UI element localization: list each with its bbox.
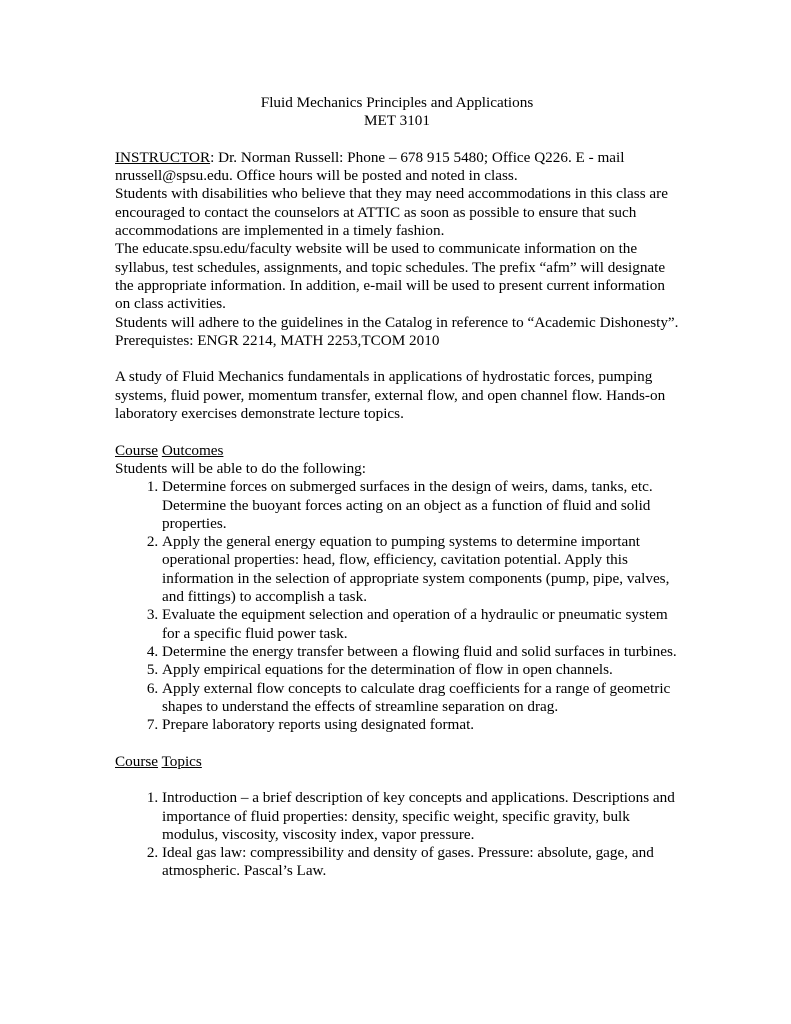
document-title: Fluid Mechanics Principles and Applications [260,94,534,111]
spacer [115,350,679,368]
list-item: 1. Introduction – a brief description of key concepts and applications. Descriptions and importance of fluid properties: density, specific weight, specific gravity, bulk modulus, viscosity, viscosity index, vapor pressure. [162,789,679,844]
outcomes-list [115,478,679,734]
list-item: 3. Evaluate the equipment selection and operation of a hydraulic or pneumatic system for a specific fluid power task. [162,606,679,643]
spacer [115,771,679,789]
spacer [115,423,679,441]
instructor-paragraph [115,149,679,186]
disabilities-paragraph: Students with disabilities who believe that they may need accommodations in this class are encouraged to contact the counselors at ATTIC as soon as possible to ensure that such accommodations are implemented in a timely fashion. [115,185,668,240]
topics-list [115,789,679,880]
website-paragraph: The educate.spsu.edu/faculty website will be used to communicate information on the syllabus, test schedules, assignments, and topic schedules. The prefix “afm” will designate the appropriate information. In addition, e-mail will be used to present current information on class activities. [115,240,666,313]
prerequisites-paragraph: Prerequistes: ENGR 2214, MATH 2253,TCOM 2010 [115,331,440,349]
list-item: 2. Apply the general energy equation to pumping systems to determine important operational properties: head, flow, efficiency, cavitation potential. Apply this information in the selection of appropriate system components (pump, pipe, valves, and fittings) to accomplish a task. [162,533,679,606]
list-item: 5. Apply empirical equations for the determination of flow in open channels. [162,661,679,679]
list-item: 2. Ideal gas law: compressibility and density of gases. Pressure: absolute, gage, and atmospheric. Pascal’s Law. [162,844,679,881]
instructor-text: : Dr. Norman Russell: Phone – 678 915 5480; Office Q226. E - mail nrussell@spsu.edu. Office hours will be posted and noted in class. [115,148,625,185]
course-code: MET 3101 [364,112,430,130]
spacer [115,734,679,752]
list-item: 6. Apply external flow concepts to calculate drag coefficients for a range of geometric shapes to understand the effects of streamline separation on drag. [162,680,679,717]
topics-heading [115,753,679,771]
outcomes-lead: Students will be able to do the following: [115,459,366,477]
list-item: 7. Prepare laboratory reports using designated format. [162,716,679,734]
instructor-label: INSTRUCTOR [115,148,211,166]
honesty-paragraph: Students will adhere to the guidelines in the Catalog in reference to “Academic Dishonesty”. [115,313,679,331]
list-item: 4. Determine the energy transfer between a flowing fluid and solid surfaces in turbines. [162,643,679,661]
outcomes-heading-word1: Course [115,441,159,459]
course-description: A study of Fluid Mechanics fundamentals in applications of hydrostatic forces, pumping systems, fluid power, momentum transfer, external flow, and open channel flow. Hands-on laboratory exercises demonstrate lecture topics. [115,368,666,423]
outcomes-heading-word2: Outcomes [161,441,224,459]
topics-heading-word1: Course [115,752,159,770]
topics-heading-word2: Topics [161,752,202,770]
spacer [115,131,679,149]
document-page [115,94,679,881]
list-item: 1. Determine forces on submerged surfaces in the design of weirs, dams, tanks, etc. Determine the buoyant forces acting on an object as a function of fluid and solid properties. [162,478,679,533]
outcomes-heading [115,442,679,460]
